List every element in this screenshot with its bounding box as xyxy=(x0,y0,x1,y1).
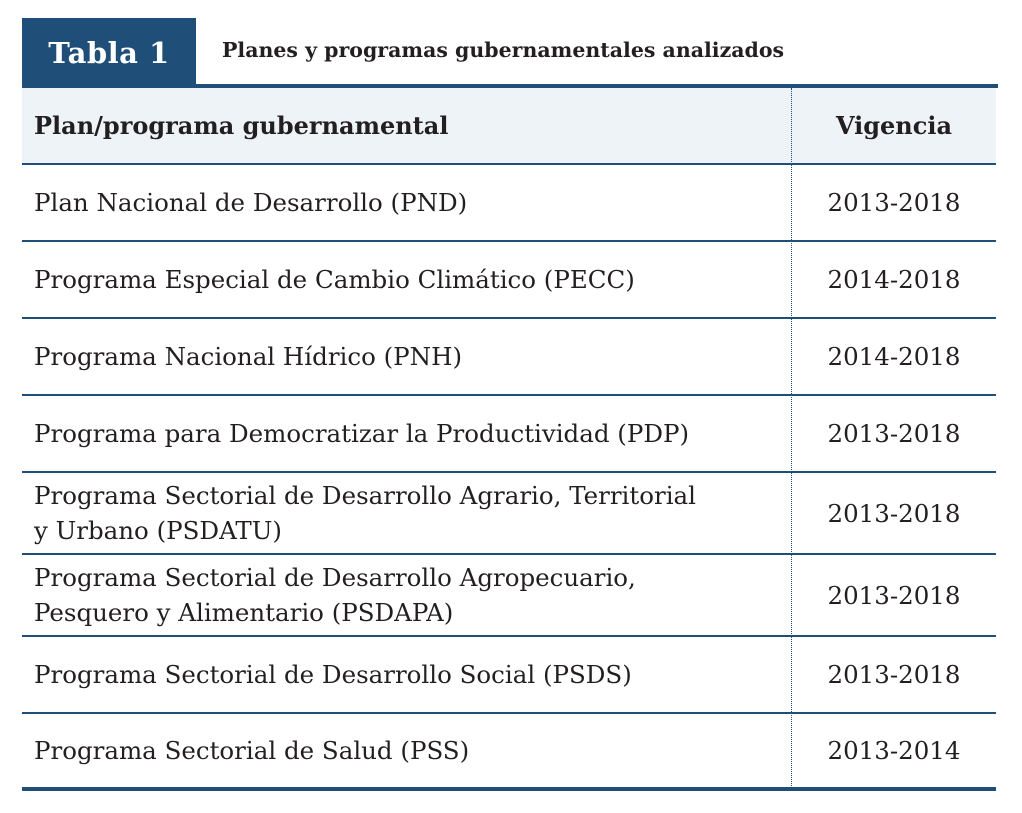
plan-cell xyxy=(22,478,792,548)
vigencia-cell: 2014-2018 xyxy=(827,342,961,371)
column-header-plan: Plan/programa gubernamental xyxy=(34,111,449,140)
table-title: Planes y programas gubernamentales analizados xyxy=(222,38,785,62)
plan-cell: Plan Nacional de Desarrollo (PND) xyxy=(34,188,468,217)
plan-cell-line: Programa Sectorial de Desarrollo Agrario, Territorial xyxy=(34,481,696,510)
table-row xyxy=(22,396,996,473)
vigencia-cell: 2013-2018 xyxy=(827,580,961,610)
column-divider xyxy=(791,88,792,788)
table-row xyxy=(22,165,996,242)
table-row xyxy=(22,319,996,396)
plan-cell-line: Programa Sectorial de Desarrollo Agropecuario, xyxy=(34,563,636,592)
vigencia-cell: 2014-2018 xyxy=(827,265,961,294)
plan-cell: Programa Sectorial de Salud (PSS) xyxy=(34,736,470,765)
table-header xyxy=(22,18,998,88)
table-number-label: Tabla 1 xyxy=(22,18,196,88)
table-head-row xyxy=(22,88,996,165)
table-row xyxy=(22,473,996,555)
table-row xyxy=(22,242,996,319)
vigencia-cell: 2013-2018 xyxy=(827,188,961,217)
plan-cell: Programa para Democratizar la Productividad (PDP) xyxy=(34,419,690,448)
plan-cell-line: Pesquero y Alimentario (PSDAPA) xyxy=(34,598,454,627)
plans-table xyxy=(22,88,996,791)
plan-cell: Programa Nacional Hídrico (PNH) xyxy=(34,342,463,371)
plan-cell-line: y Urbano (PSDATU) xyxy=(34,516,282,545)
vigencia-cell: 2013-2018 xyxy=(827,419,961,448)
plan-cell: Programa Especial de Cambio Climático (PECC) xyxy=(34,265,635,294)
plan-cell: Programa Sectorial de Desarrollo Social (PSDS) xyxy=(34,660,632,689)
vigencia-cell: 2013-2018 xyxy=(827,660,961,689)
vigencia-cell: 2013-2014 xyxy=(827,736,961,765)
table-row xyxy=(22,637,996,714)
plan-cell xyxy=(22,560,792,630)
table-row xyxy=(22,714,996,791)
table-row xyxy=(22,555,996,637)
vigencia-cell: 2013-2018 xyxy=(827,498,961,528)
column-header-vigencia: Vigencia xyxy=(835,111,953,140)
